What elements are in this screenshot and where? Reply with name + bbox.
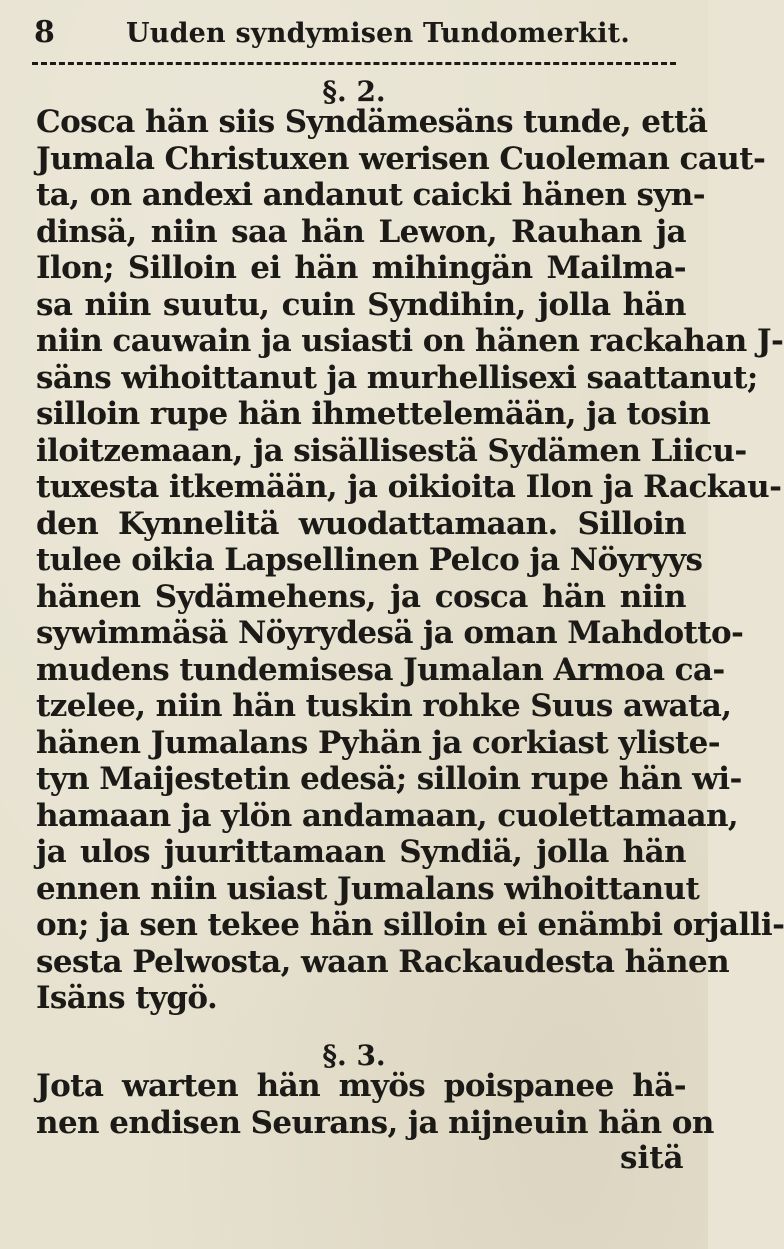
section-3-text: [36, 1068, 714, 1141]
text-line: ja ulos juurittamaan Syndiä, jolla hän: [36, 834, 686, 870]
section-2-text: [36, 104, 784, 1017]
text-line: Jumala Christuxen werisen Cuoleman caut-: [36, 140, 766, 177]
text-line: säns wihoittanut ja murhellisexi saattanut;: [36, 359, 758, 396]
section-mark-3: §. 3.: [322, 1039, 386, 1072]
text-line: tyn Maijestetin edesä; silloin rupe hän wi-: [36, 761, 742, 797]
catchword: sitä: [620, 1140, 684, 1176]
text-line: Cosca hän siis Syndämesäns tunde, että: [36, 104, 708, 140]
text-line: dinsä, niin saa hän Lewon, Rauhan ja: [36, 213, 686, 250]
text-line: Jota warten hän myös poispanee hä-: [36, 1068, 686, 1104]
page-header: [30, 14, 680, 54]
text-line: sywimmäsä Nöyrydesä ja oman Mahdotto-: [36, 615, 744, 651]
text-line: niin cauwain ja usiasti on hänen rackahan J-: [36, 323, 784, 359]
text-line: Isäns tygö.: [36, 980, 218, 1016]
text-line: ta, on andexi andanut caicki hänen syn-: [36, 177, 705, 213]
text-line: ennen niin usiast Jumalans wihoittanut: [36, 870, 700, 907]
section-mark-2: §. 2.: [322, 75, 386, 108]
text-line: hamaan ja ylön andamaan, cuolettamaan,: [36, 797, 739, 834]
text-line: sa niin suutu, cuin Syndihin, jolla hän: [36, 286, 686, 323]
text-line: Ilon; Silloin ei hän mihingän Mailma-: [36, 250, 686, 286]
header-rule: [32, 62, 676, 65]
running-title: Uuden syndymisen Tundomerkit.: [126, 18, 630, 49]
text-line: nen endisen Seurans, ja nijneuin hän on: [36, 1104, 714, 1141]
text-line: tzelee, niin hän tuskin rohke Suus awata,: [36, 688, 732, 724]
text-line: on; ja sen tekee hän silloin ei enämbi orjalli-: [36, 907, 784, 943]
text-line: hänen Jumalans Pyhän ja corkiast yliste-: [36, 724, 721, 761]
page-number: 8: [34, 15, 55, 50]
text-line: den Kynnelitä wuodattamaan. Silloin: [36, 505, 686, 542]
text-line: mudens tundemisesa Jumalan Armoa ca-: [36, 651, 725, 688]
text-line: iloitzemaan, ja sisällisestä Sydämen Liicu-: [36, 432, 747, 469]
text-line: silloin rupe hän ihmettelemään, ja tosin: [36, 396, 711, 432]
text-line: tulee oikia Lapsellinen Pelco ja Nöyryys: [36, 542, 703, 578]
text-line: hänen Sydämehens, ja cosca hän niin: [36, 578, 686, 615]
text-line: tuxesta itkemään, ja oikioita Ilon ja Rackau-: [36, 469, 782, 505]
text-line: sesta Pelwosta, waan Rackaudesta hänen: [36, 943, 730, 980]
